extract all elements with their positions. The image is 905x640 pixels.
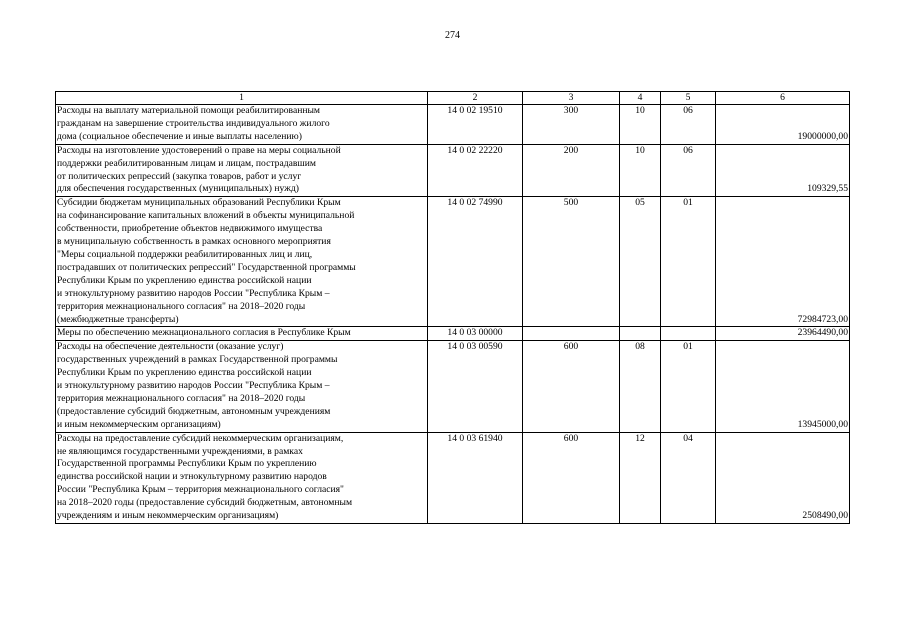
expense-type-code bbox=[523, 327, 620, 341]
subsection-code: 04 bbox=[661, 432, 716, 523]
expense-description: Расходы на обеспечение деятельности (оказание услуг) государственных учреждений в рамках Государственной программы Республики Крым по укреплению единства российской нации и этнокультурному развитию народов России "Республика Крым – территория межнационального согласия" на 2018–2020 годы (предоставление субсидий бюджетным, автономным учреждениям и иным некоммерческим организациям) bbox=[56, 341, 428, 432]
section-code: 12 bbox=[620, 432, 661, 523]
target-article-code: 14 0 02 74990 bbox=[428, 197, 523, 327]
expense-type-code: 300 bbox=[523, 105, 620, 145]
expense-description: Расходы на предоставление субсидий некоммерческим организациям, не являющимся государственными учреждениями, в рамках Государственной программы Республики Крым по укреплению единства российской нации и этнокультурному развитию народов России "Республика Крым – территория межнационального согласия" на 2018–2020 годы (предоставление субсидий бюджетным, автономным учреждениям и иным некоммерческим организациям) bbox=[56, 432, 428, 523]
table-row bbox=[56, 144, 850, 197]
section-code: 10 bbox=[620, 144, 661, 197]
expense-type-code: 600 bbox=[523, 341, 620, 432]
section-code: 10 bbox=[620, 105, 661, 145]
budget-table bbox=[55, 91, 850, 524]
column-header: 1 bbox=[56, 92, 428, 105]
column-header: 3 bbox=[523, 92, 620, 105]
expense-type-code: 500 bbox=[523, 197, 620, 327]
target-article-code: 14 0 02 22220 bbox=[428, 144, 523, 197]
expense-description: Расходы на выплату материальной помощи реабилитированным гражданам на завершение строительства индивидуального жилого дома (социальное обеспечение и иные выплаты населению) bbox=[56, 105, 428, 145]
section-code: 05 bbox=[620, 197, 661, 327]
column-header: 4 bbox=[620, 92, 661, 105]
column-header: 2 bbox=[428, 92, 523, 105]
amount: 2508490,00 bbox=[716, 432, 850, 523]
section-code: 08 bbox=[620, 341, 661, 432]
table-row bbox=[56, 197, 850, 327]
table-row bbox=[56, 341, 850, 432]
target-article-code: 14 0 02 19510 bbox=[428, 105, 523, 145]
expense-description: Расходы на изготовление удостоверений о праве на меры социальной поддержки реабилитированным лицам и лицам, пострадавшим от политических репрессий (закупка товаров, работ и услуг для обеспечения государственных (муниципальных) нужд) bbox=[56, 144, 428, 197]
column-header: 6 bbox=[716, 92, 850, 105]
table-row bbox=[56, 432, 850, 523]
subsection-code bbox=[661, 327, 716, 341]
subsection-code: 01 bbox=[661, 197, 716, 327]
subsection-code: 06 bbox=[661, 144, 716, 197]
expense-type-code: 200 bbox=[523, 144, 620, 197]
subsection-code: 01 bbox=[661, 341, 716, 432]
subsection-code: 06 bbox=[661, 105, 716, 145]
table-row bbox=[56, 327, 850, 341]
target-article-code: 14 0 03 00000 bbox=[428, 327, 523, 341]
section-code bbox=[620, 327, 661, 341]
amount: 13945000,00 bbox=[716, 341, 850, 432]
table-row bbox=[56, 105, 850, 145]
expense-description: Субсидии бюджетам муниципальных образований Республики Крым на софинансирование капитальных вложений в объекты муниципальной собственности, приобретение объектов недвижимого имущества в муниципальную собственность в рамках основного мероприятия "Меры социальной поддержки реабилитированных лиц и лиц, пострадавших от политических репрессий" Государственной программы Республики Крым по укреплению единства российской нации и этнокультурному развитию народов России "Республика Крым – территория межнационального согласия" на 2018–2020 годы (межбюджетные трансферты) bbox=[56, 197, 428, 327]
target-article-code: 14 0 03 00590 bbox=[428, 341, 523, 432]
table-header-row bbox=[56, 92, 850, 105]
amount: 109329,55 bbox=[716, 144, 850, 197]
amount: 72984723,00 bbox=[716, 197, 850, 327]
page-number: 274 bbox=[445, 30, 460, 41]
target-article-code: 14 0 03 61940 bbox=[428, 432, 523, 523]
expense-description: Меры по обеспечению межнационального согласия в Республике Крым bbox=[56, 327, 428, 341]
column-header: 5 bbox=[661, 92, 716, 105]
expense-type-code: 600 bbox=[523, 432, 620, 523]
amount: 19000000,00 bbox=[716, 105, 850, 145]
amount: 23964490,00 bbox=[716, 327, 850, 341]
